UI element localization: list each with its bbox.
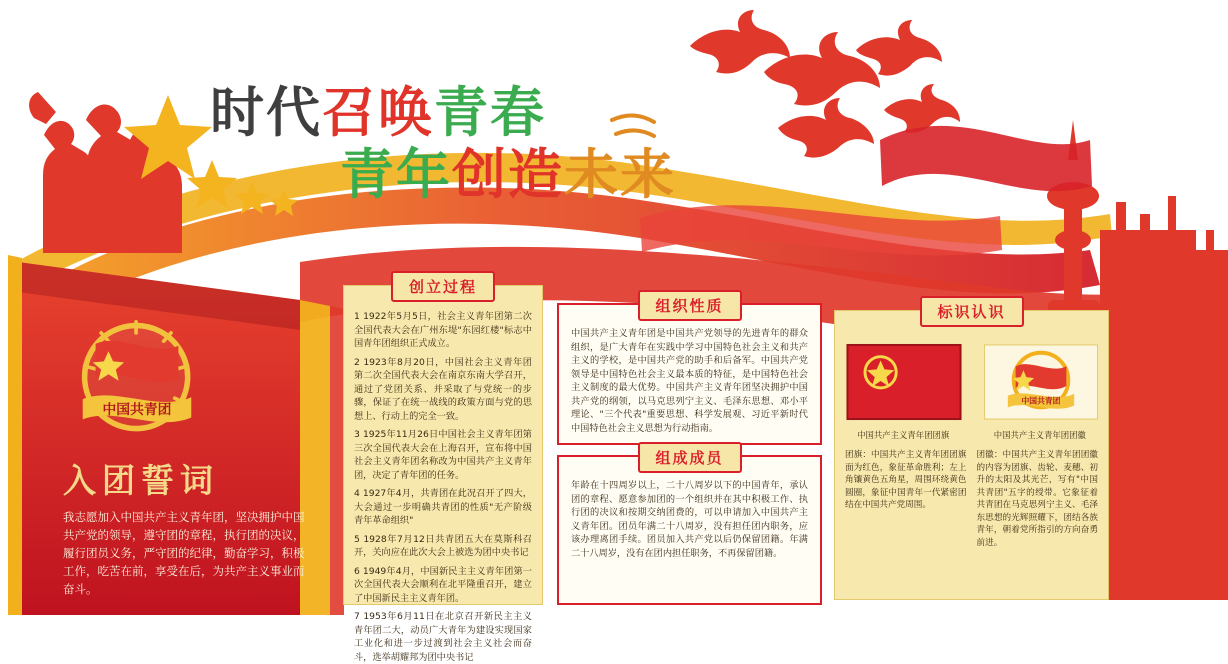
card-membership: [557, 449, 822, 605]
emblem-description-columns: [845, 449, 1098, 549]
emblem-description: 团徽：中国共产主义青年团团徽的内容为团旗、齿轮、麦穗、初升的太阳及其光芒，写有"中国共青团"五字的绶带。它象征着共青团在马克思列宁主义、毛泽东思想的光辉照耀下，团结各族青年，朝着党所指引的方向奋勇前进。: [976, 450, 1098, 548]
svg-text:中国共青团: 中国共青团: [1021, 396, 1061, 406]
paragraph: 3 1925年11月26日中国社会主义青年团第三次全国代表大会在上海召开，宣布将中国社会主义青年团名称改为中国共产主义青年团，决定了青年团的任务。: [354, 429, 532, 481]
league-emblem-cell: [982, 343, 1098, 441]
card-founding-process-body: [354, 310, 532, 664]
card-organization-nature-heading: 组织性质: [637, 290, 741, 321]
card-membership-heading: 组成成员: [637, 442, 741, 473]
title-seg-2: 召唤: [322, 81, 434, 144]
emblem-images-row: [845, 343, 1098, 441]
paragraph: 2 1923年8月20日，中国社会主义青年团第二次全国代表大会在南京东南大学召开，通过了党团关系、并采取了与党统一的步骤，保证了在统一战线的政策方面与党的思想上、行动上的完全一致。: [354, 356, 532, 422]
oath-text: 我志愿加入中国共产主义青年团，坚决拥护中国共产党的领导，遵守团的章程，执行团的决议，履行团员义务，严守团的纪律，勤奋学习，积极工作，吃苦在前，享受在后，为共产主义事业而奋斗。: [63, 510, 305, 596]
card-founding-process: [343, 278, 543, 663]
league-flag-caption: 中国共产主义青年团团旗: [857, 430, 950, 440]
card-membership-body: 年龄在十四周岁以上，二十八周岁以下的中国青年，承认团的章程、愿意参加团的一个组织并在其中积极工作、执行团的决议和按期交纳团费的，可以申请加入中国共产主义青年团。团员年满二十八周岁，没有担任团内职务，应该办理离团手续。团员加入共产党以后仍保留团籍。年满二十八周岁，没有在团内担任职务，不再保留团籍。: [571, 480, 808, 559]
oath-heading: 入团誓词: [63, 461, 219, 500]
title-seg-5: 创造: [452, 143, 564, 206]
poster-title: [210, 82, 750, 212]
soldier-silhouettes: [29, 92, 182, 253]
paragraph: 7 1953年6月11日在北京召开新民主主义青年团二大，动员广大青年为建设实现国家工业化和进一步过渡到社会主义社会而奋斗，选举胡耀邦为团中央书记: [354, 611, 532, 663]
flag-description: 团旗：中国共产主义青年团团旗面为红色，象征革命胜利；左上角镶黄色五角星，周围环绕黄色圆圈，象征中国青年一代紧密团结在中国共产党周围。: [845, 450, 967, 510]
paragraph: 5 1928年7月12日共青团五大在莫斯科召开，关向应在此次大会上被选为团中央书记: [354, 533, 532, 558]
card-emblem-knowledge-heading: 标识认识: [919, 296, 1023, 327]
title-seg-6: 未来: [564, 143, 676, 206]
paragraph: 6 1949年4月，中国新民主主义青年团第一次全国代表大会顺利在北平隆重召开，建立了中国新民主主义青年团。: [354, 565, 532, 604]
league-emblem-icon: [982, 343, 1100, 421]
svg-text:中国共青团: 中国共青团: [102, 401, 172, 418]
title-line-1: [210, 82, 750, 144]
title-seg-1: 时代: [210, 81, 322, 144]
card-emblem-knowledge: [834, 303, 1109, 600]
league-flag-cell: [845, 343, 961, 441]
card-founding-process-heading: 创立过程: [391, 271, 495, 302]
card-organization-nature-body: 中国共产主义青年团是中国共产党领导的先进青年的群众组织，是广大青年在实践中学习中国特色社会主义和共产主义的学校，是中国共产党的助手和后备军。中国共产党领导是中国特色社会主义最本质的特征，是中国特色社会主义制度的最大优势。中国共产主义青年团坚决拥护中国共产党的纲领，以马克思列宁主义、毛泽东思想、邓小平理论、"三个代表"重要思想、科学发展观、习近平新时代中国特色社会主义思想为行动指南。: [571, 328, 808, 434]
title-line-2: [340, 144, 750, 206]
title-seg-3: 青春: [434, 81, 546, 144]
league-emblem-caption: 中国共产主义青年团团徽: [993, 430, 1086, 440]
paragraph: 1 1922年5月5日，社会主义青年团第二次全国代表大会在广州东堤"东园红楼"标志中国青年团组织正式成立。: [354, 311, 532, 349]
title-seg-4: 青年: [340, 143, 452, 206]
card-organization-nature: [557, 297, 822, 445]
paragraph: 4 1927年4月，共青团在此况召开了四大，大会通过一步明确共青团的性质"无产阶级青年革命组织": [354, 488, 532, 526]
league-flag-icon: [845, 343, 963, 421]
